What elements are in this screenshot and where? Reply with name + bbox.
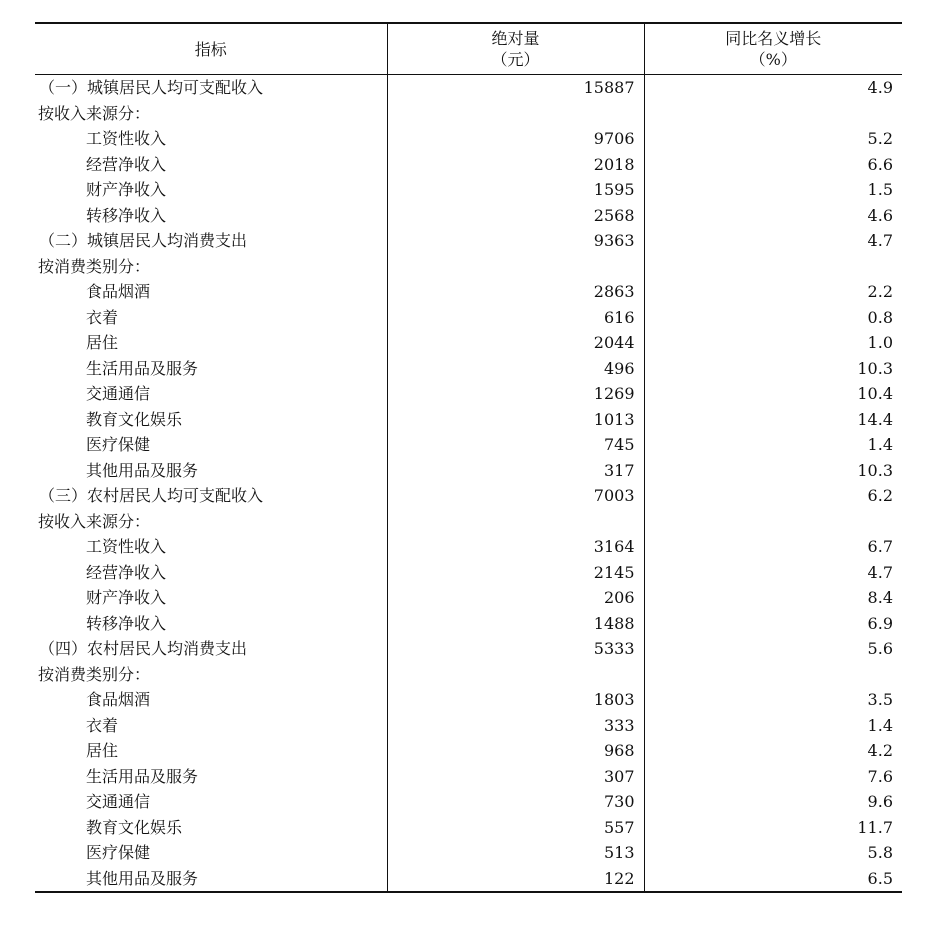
table-row [35, 458, 902, 484]
row-absolute-value: 557 [387, 815, 644, 841]
table-row [35, 713, 902, 739]
row-growth-value: 5.6 [644, 636, 902, 662]
row-growth-value: 4.9 [644, 75, 902, 101]
row-absolute-value: 15887 [387, 75, 644, 101]
row-label: 生活用品及服务 [86, 766, 199, 786]
row-label: 按消费类别分： [38, 664, 151, 684]
table-row [35, 509, 902, 535]
row-growth-value: 6.9 [644, 611, 902, 637]
table-row [35, 305, 902, 331]
row-absolute-value: 2044 [387, 330, 644, 356]
header-absolute-amount [387, 23, 644, 75]
row-growth-value: 6.7 [644, 534, 902, 560]
table-row [35, 789, 902, 815]
row-growth-value: 10.3 [644, 356, 902, 382]
row-growth-value: 8.4 [644, 585, 902, 611]
row-absolute-value: 5333 [387, 636, 644, 662]
table-row [35, 636, 902, 662]
table-row [35, 687, 902, 713]
row-absolute-value: 2568 [387, 203, 644, 229]
table-row [35, 356, 902, 382]
row-label: 经营净收入 [86, 154, 167, 174]
table-row [35, 330, 902, 356]
row-growth-value: 3.5 [644, 687, 902, 713]
row-absolute-value: 7003 [387, 483, 644, 509]
table-row [35, 840, 902, 866]
row-absolute-value: 9363 [387, 228, 644, 254]
row-absolute-value: 1488 [387, 611, 644, 637]
row-growth-value: 14.4 [644, 407, 902, 433]
row-growth-value: 1.4 [644, 713, 902, 739]
row-label: （四）农村居民人均消费支出 [39, 639, 248, 659]
row-absolute-value: 333 [387, 713, 644, 739]
table-row [35, 866, 902, 893]
row-label: 其他用品及服务 [86, 460, 199, 480]
row-label: 医疗保健 [86, 843, 151, 863]
row-absolute-value: 513 [387, 840, 644, 866]
row-absolute-value: 730 [387, 789, 644, 815]
row-growth-value: 4.7 [644, 228, 902, 254]
row-absolute-value: 307 [387, 764, 644, 790]
row-absolute-value: 317 [387, 458, 644, 484]
row-growth-value: 9.6 [644, 789, 902, 815]
table-row [35, 126, 902, 152]
income-expenditure-table [35, 22, 902, 893]
row-label: （三）农村居民人均可支配收入 [39, 486, 264, 506]
row-label: 工资性收入 [86, 129, 167, 149]
header-indicator [35, 23, 387, 75]
table-row [35, 534, 902, 560]
row-label: 生活用品及服务 [86, 358, 199, 378]
table-row [35, 254, 902, 280]
table-row [35, 815, 902, 841]
row-label: 财产净收入 [86, 180, 167, 200]
table-row [35, 560, 902, 586]
row-growth-value: 6.6 [644, 152, 902, 178]
row-growth-value: 5.2 [644, 126, 902, 152]
row-growth-value: 6.2 [644, 483, 902, 509]
header-growth-label: 同比名义增长 [725, 29, 822, 48]
row-growth-value [644, 254, 902, 280]
header-row [35, 23, 902, 75]
row-absolute-value: 9706 [387, 126, 644, 152]
row-absolute-value [387, 254, 644, 280]
row-label: 其他用品及服务 [35, 866, 387, 893]
row-absolute-value: 496 [387, 356, 644, 382]
table-header [35, 23, 902, 75]
table-body [35, 75, 902, 893]
row-label: （一）城镇居民人均可支配收入 [39, 78, 264, 98]
row-growth-value: 11.7 [644, 815, 902, 841]
row-label: 教育文化娱乐 [86, 817, 183, 837]
row-growth-value: 6.5 [644, 866, 902, 893]
row-label: 居住 [86, 333, 119, 353]
row-label: 财产净收入 [86, 588, 167, 608]
table-row [35, 407, 902, 433]
row-absolute-value [387, 662, 644, 688]
row-absolute-value: 2145 [387, 560, 644, 586]
row-absolute-value: 1595 [387, 177, 644, 203]
row-absolute-value: 1013 [387, 407, 644, 433]
row-label: 医疗保健 [86, 435, 151, 455]
table-row [35, 738, 902, 764]
row-absolute-value: 206 [387, 585, 644, 611]
row-growth-value: 2.2 [644, 279, 902, 305]
row-label: 衣着 [86, 307, 119, 327]
row-label: 按收入来源分： [38, 511, 151, 531]
table-row [35, 75, 902, 101]
header-absolute-unit: （元） [491, 50, 540, 69]
row-absolute-value: 968 [387, 738, 644, 764]
table-row [35, 101, 902, 127]
table-row [35, 152, 902, 178]
row-label: 居住 [86, 741, 119, 761]
row-label: 食品烟酒 [86, 282, 151, 302]
row-label: 按消费类别分： [38, 256, 151, 276]
row-growth-value: 0.8 [644, 305, 902, 331]
header-nominal-growth [644, 23, 902, 75]
row-growth-value: 5.8 [644, 840, 902, 866]
row-growth-value: 1.5 [644, 177, 902, 203]
row-growth-value [644, 101, 902, 127]
row-growth-value: 7.6 [644, 764, 902, 790]
row-label: 食品烟酒 [86, 690, 151, 710]
row-absolute-value: 122 [387, 866, 644, 893]
table-row [35, 585, 902, 611]
table-row [35, 662, 902, 688]
row-label: 转移净收入 [86, 613, 167, 633]
row-label: 交通通信 [86, 792, 151, 812]
row-growth-value: 4.7 [644, 560, 902, 586]
header-growth-unit: （%） [749, 50, 797, 69]
row-absolute-value: 1269 [387, 381, 644, 407]
row-absolute-value: 3164 [387, 534, 644, 560]
row-absolute-value [387, 101, 644, 127]
row-growth-value: 4.6 [644, 203, 902, 229]
row-label: 交通通信 [86, 384, 151, 404]
table-row [35, 764, 902, 790]
table-row [35, 381, 902, 407]
row-growth-value [644, 662, 902, 688]
row-absolute-value: 2863 [387, 279, 644, 305]
table-row [35, 611, 902, 637]
table-row [35, 483, 902, 509]
header-indicator-label: 指标 [194, 39, 227, 59]
row-label: （二）城镇居民人均消费支出 [39, 231, 248, 251]
row-label: 工资性收入 [86, 537, 167, 557]
table-row [35, 279, 902, 305]
row-label: 教育文化娱乐 [86, 409, 183, 429]
row-growth-value: 1.0 [644, 330, 902, 356]
row-absolute-value: 745 [387, 432, 644, 458]
table-row [35, 203, 902, 229]
row-absolute-value: 2018 [387, 152, 644, 178]
table-row [35, 177, 902, 203]
row-growth-value [644, 509, 902, 535]
row-growth-value: 1.4 [644, 432, 902, 458]
header-absolute-label: 绝对量 [491, 29, 540, 48]
row-absolute-value [387, 509, 644, 535]
row-label: 衣着 [86, 715, 119, 735]
row-label: 转移净收入 [86, 205, 167, 225]
row-growth-value: 10.4 [644, 381, 902, 407]
table-row [35, 228, 902, 254]
row-absolute-value: 1803 [387, 687, 644, 713]
row-label: 经营净收入 [86, 562, 167, 582]
row-growth-value: 4.2 [644, 738, 902, 764]
row-label: 按收入来源分： [38, 103, 151, 123]
row-absolute-value: 616 [387, 305, 644, 331]
table-row [35, 432, 902, 458]
row-growth-value: 10.3 [644, 458, 902, 484]
